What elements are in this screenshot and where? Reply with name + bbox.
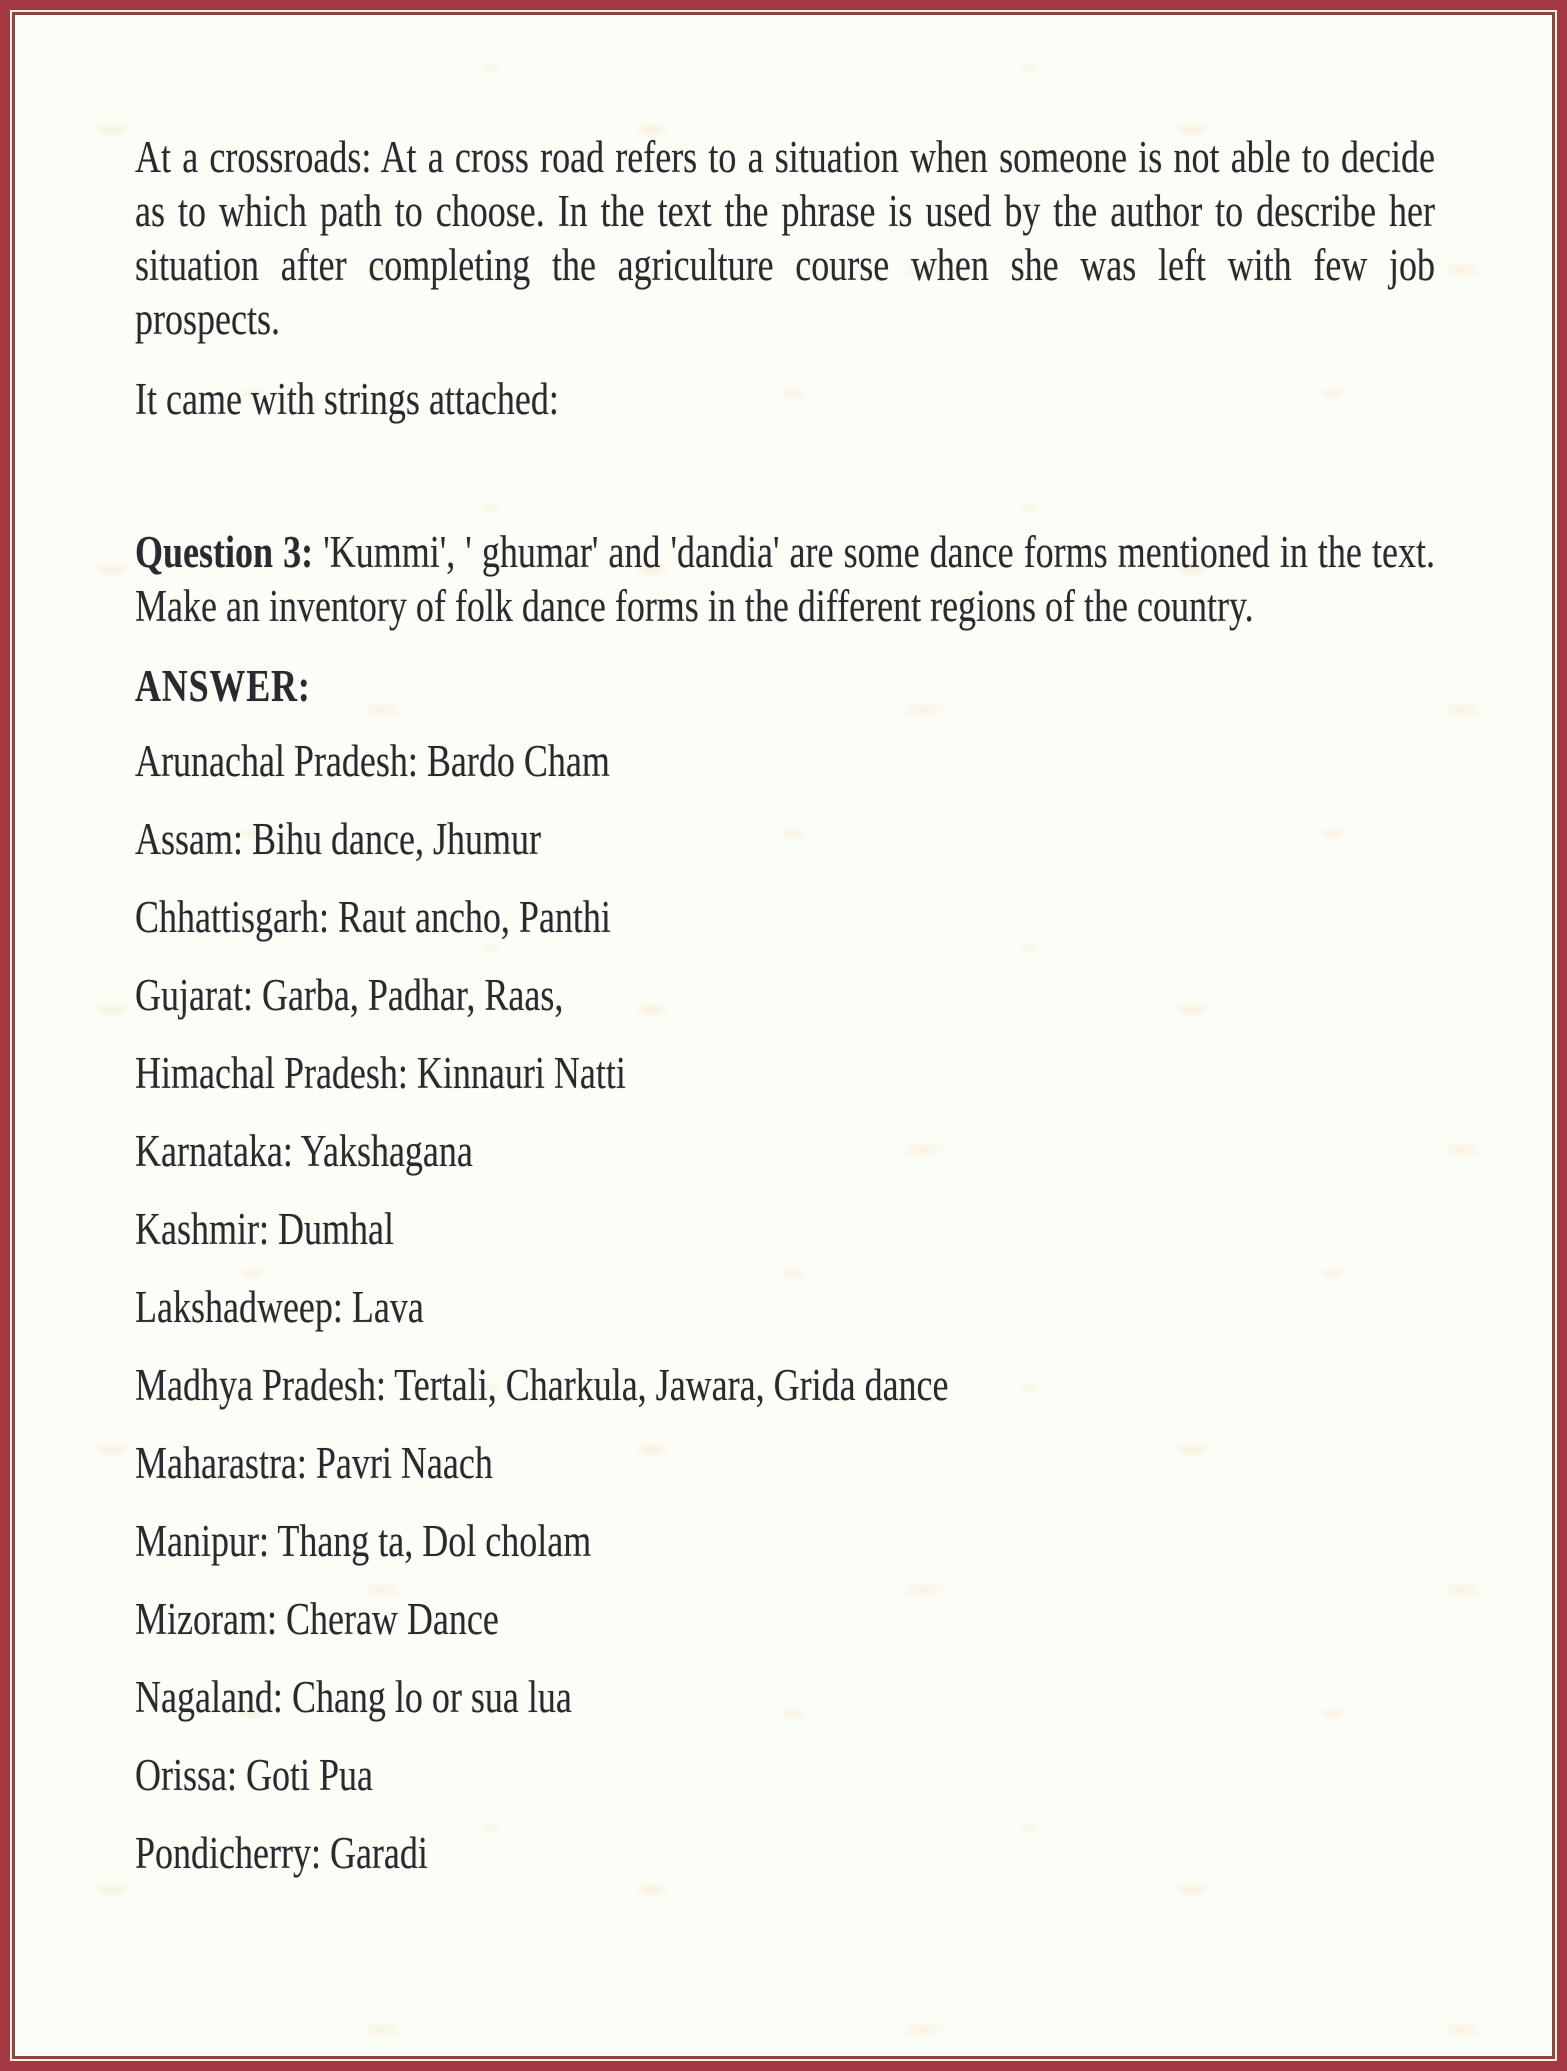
answer-item: Assam: Bihu dance, Jhumur	[135, 814, 541, 864]
question-3-paragraph	[135, 525, 1435, 633]
answer-item: Kashmir: Dumhal	[135, 1204, 394, 1254]
answer-item: Pondicherry: Garadi	[135, 1828, 428, 1878]
text-column	[135, 130, 1435, 1880]
answer-item: Madhya Pradesh: Tertali, Charkula, Jawara, Grida dance	[135, 1360, 949, 1410]
page-content	[15, 15, 1552, 1880]
answer-heading: ANSWER:	[135, 661, 311, 711]
answer-item: Chhattisgarh: Raut ancho, Panthi	[135, 892, 611, 942]
document-page	[12, 12, 1555, 2059]
answer-item: Lakshadweep: Lava	[135, 1282, 424, 1332]
answer-item: Maharastra: Pavri Naach	[135, 1438, 493, 1488]
answer-item: Nagaland: Chang lo or sua lua	[135, 1672, 572, 1722]
paragraph-crossroads: At a crossroads: At a cross road refers to a situation when someone is not able to decide as to which path to choose. In the text the phrase is used by the author to describe her situation after completing the agriculture course when she was left with few job prospects.	[135, 132, 1435, 344]
question-3-label: Question 3:	[135, 527, 314, 577]
answer-item: Karnataka: Yakshagana	[135, 1126, 473, 1176]
paragraph-strings-attached: It came with strings attached:	[135, 374, 559, 424]
answer-item: Orissa: Goti Pua	[135, 1750, 373, 1800]
answer-item: Gujarat: Garba, Padhar, Raas,	[135, 970, 564, 1020]
answer-item: Manipur: Thang ta, Dol cholam	[135, 1516, 592, 1566]
answer-item: Arunachal Pradesh: Bardo Cham	[135, 736, 610, 786]
question-3-text: 'Kummi', ' ghumar' and 'dandia' are some dance forms mentioned in the text. Make an inventory of folk dance forms in the different regions of the country.	[135, 527, 1435, 631]
answer-item: Mizoram: Cheraw Dance	[135, 1594, 499, 1644]
answer-item: Himachal Pradesh: Kinnauri Natti	[135, 1048, 626, 1098]
